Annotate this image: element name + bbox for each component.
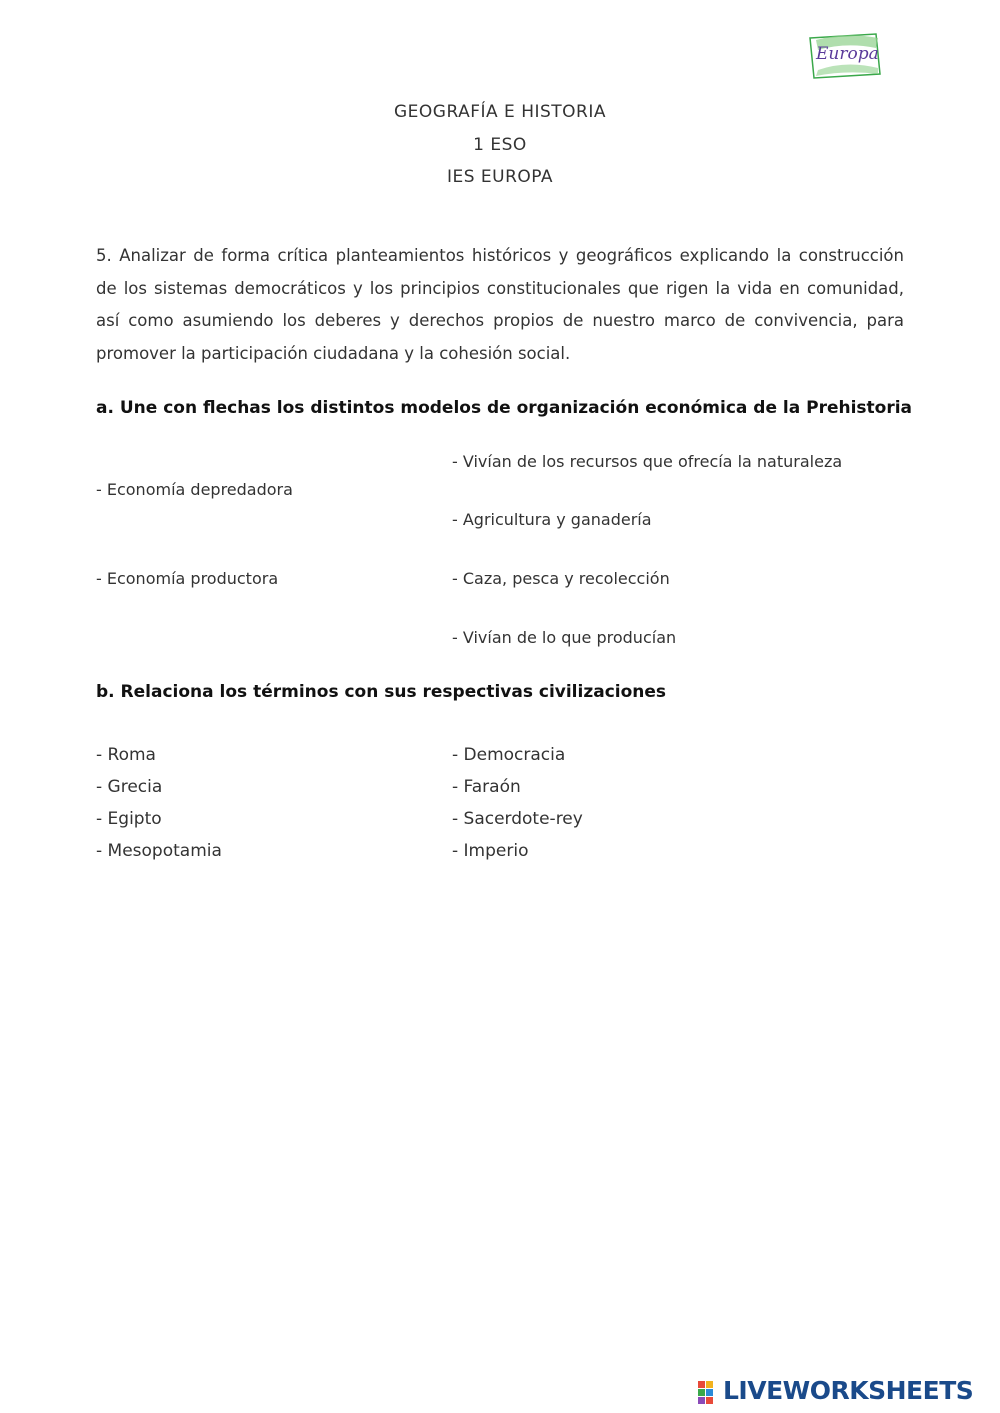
match-right-item[interactable]: - Vivían de lo que producían — [452, 628, 677, 647]
match-left-item[interactable]: - Economía productora — [96, 569, 279, 588]
match-right-item[interactable]: - Agricultura y ganadería — [452, 510, 652, 529]
term-right-item[interactable]: - Sacerdote-rey — [452, 809, 583, 829]
match-left-item[interactable]: - Economía depredadora — [96, 480, 293, 499]
match-right-item[interactable]: - Caza, pesca y recolección — [452, 569, 670, 588]
subject-title: GEOGRAFÍA E HISTORIA — [394, 102, 606, 122]
question-b-title: b. Relaciona los términos con sus respectivas civilizaciones — [96, 682, 667, 702]
term-right-item[interactable]: - Imperio — [452, 841, 529, 861]
term-left-item[interactable]: - Egipto — [96, 809, 162, 829]
term-left-item[interactable]: - Mesopotamia — [96, 841, 222, 861]
logo-text: Europa — [816, 44, 879, 64]
competence-paragraph: 5. Analizar de forma crítica planteamientos históricos y geográficos explicando la construcción de los sistemas democráticos y los principios constitucionales que rigen la vida en comunidad, así como asumiendo los deberes y derechos propios de nuestro marco de convivencia, para promover la participación ciudadana y la cohesión social. — [96, 246, 904, 363]
grade-title: 1 ESO — [473, 135, 527, 155]
term-left-item[interactable]: - Roma — [96, 745, 156, 765]
term-left-item[interactable]: - Grecia — [96, 777, 163, 797]
school-logo — [806, 30, 884, 82]
term-right-item[interactable]: - Democracia — [452, 745, 566, 765]
match-right-item[interactable]: - Vivían de los recursos que ofrecía la naturaleza — [452, 452, 843, 471]
term-right-item[interactable]: - Faraón — [452, 777, 521, 797]
liveworksheets-brand[interactable]: LIVEWORKSHEETS — [723, 1376, 974, 1405]
liveworksheets-logo-icon — [698, 1381, 720, 1405]
school-title: IES EUROPA — [446, 167, 554, 187]
question-a-title: a. Une con flechas los distintos modelos de organización económica de la Prehistoria — [96, 398, 913, 418]
